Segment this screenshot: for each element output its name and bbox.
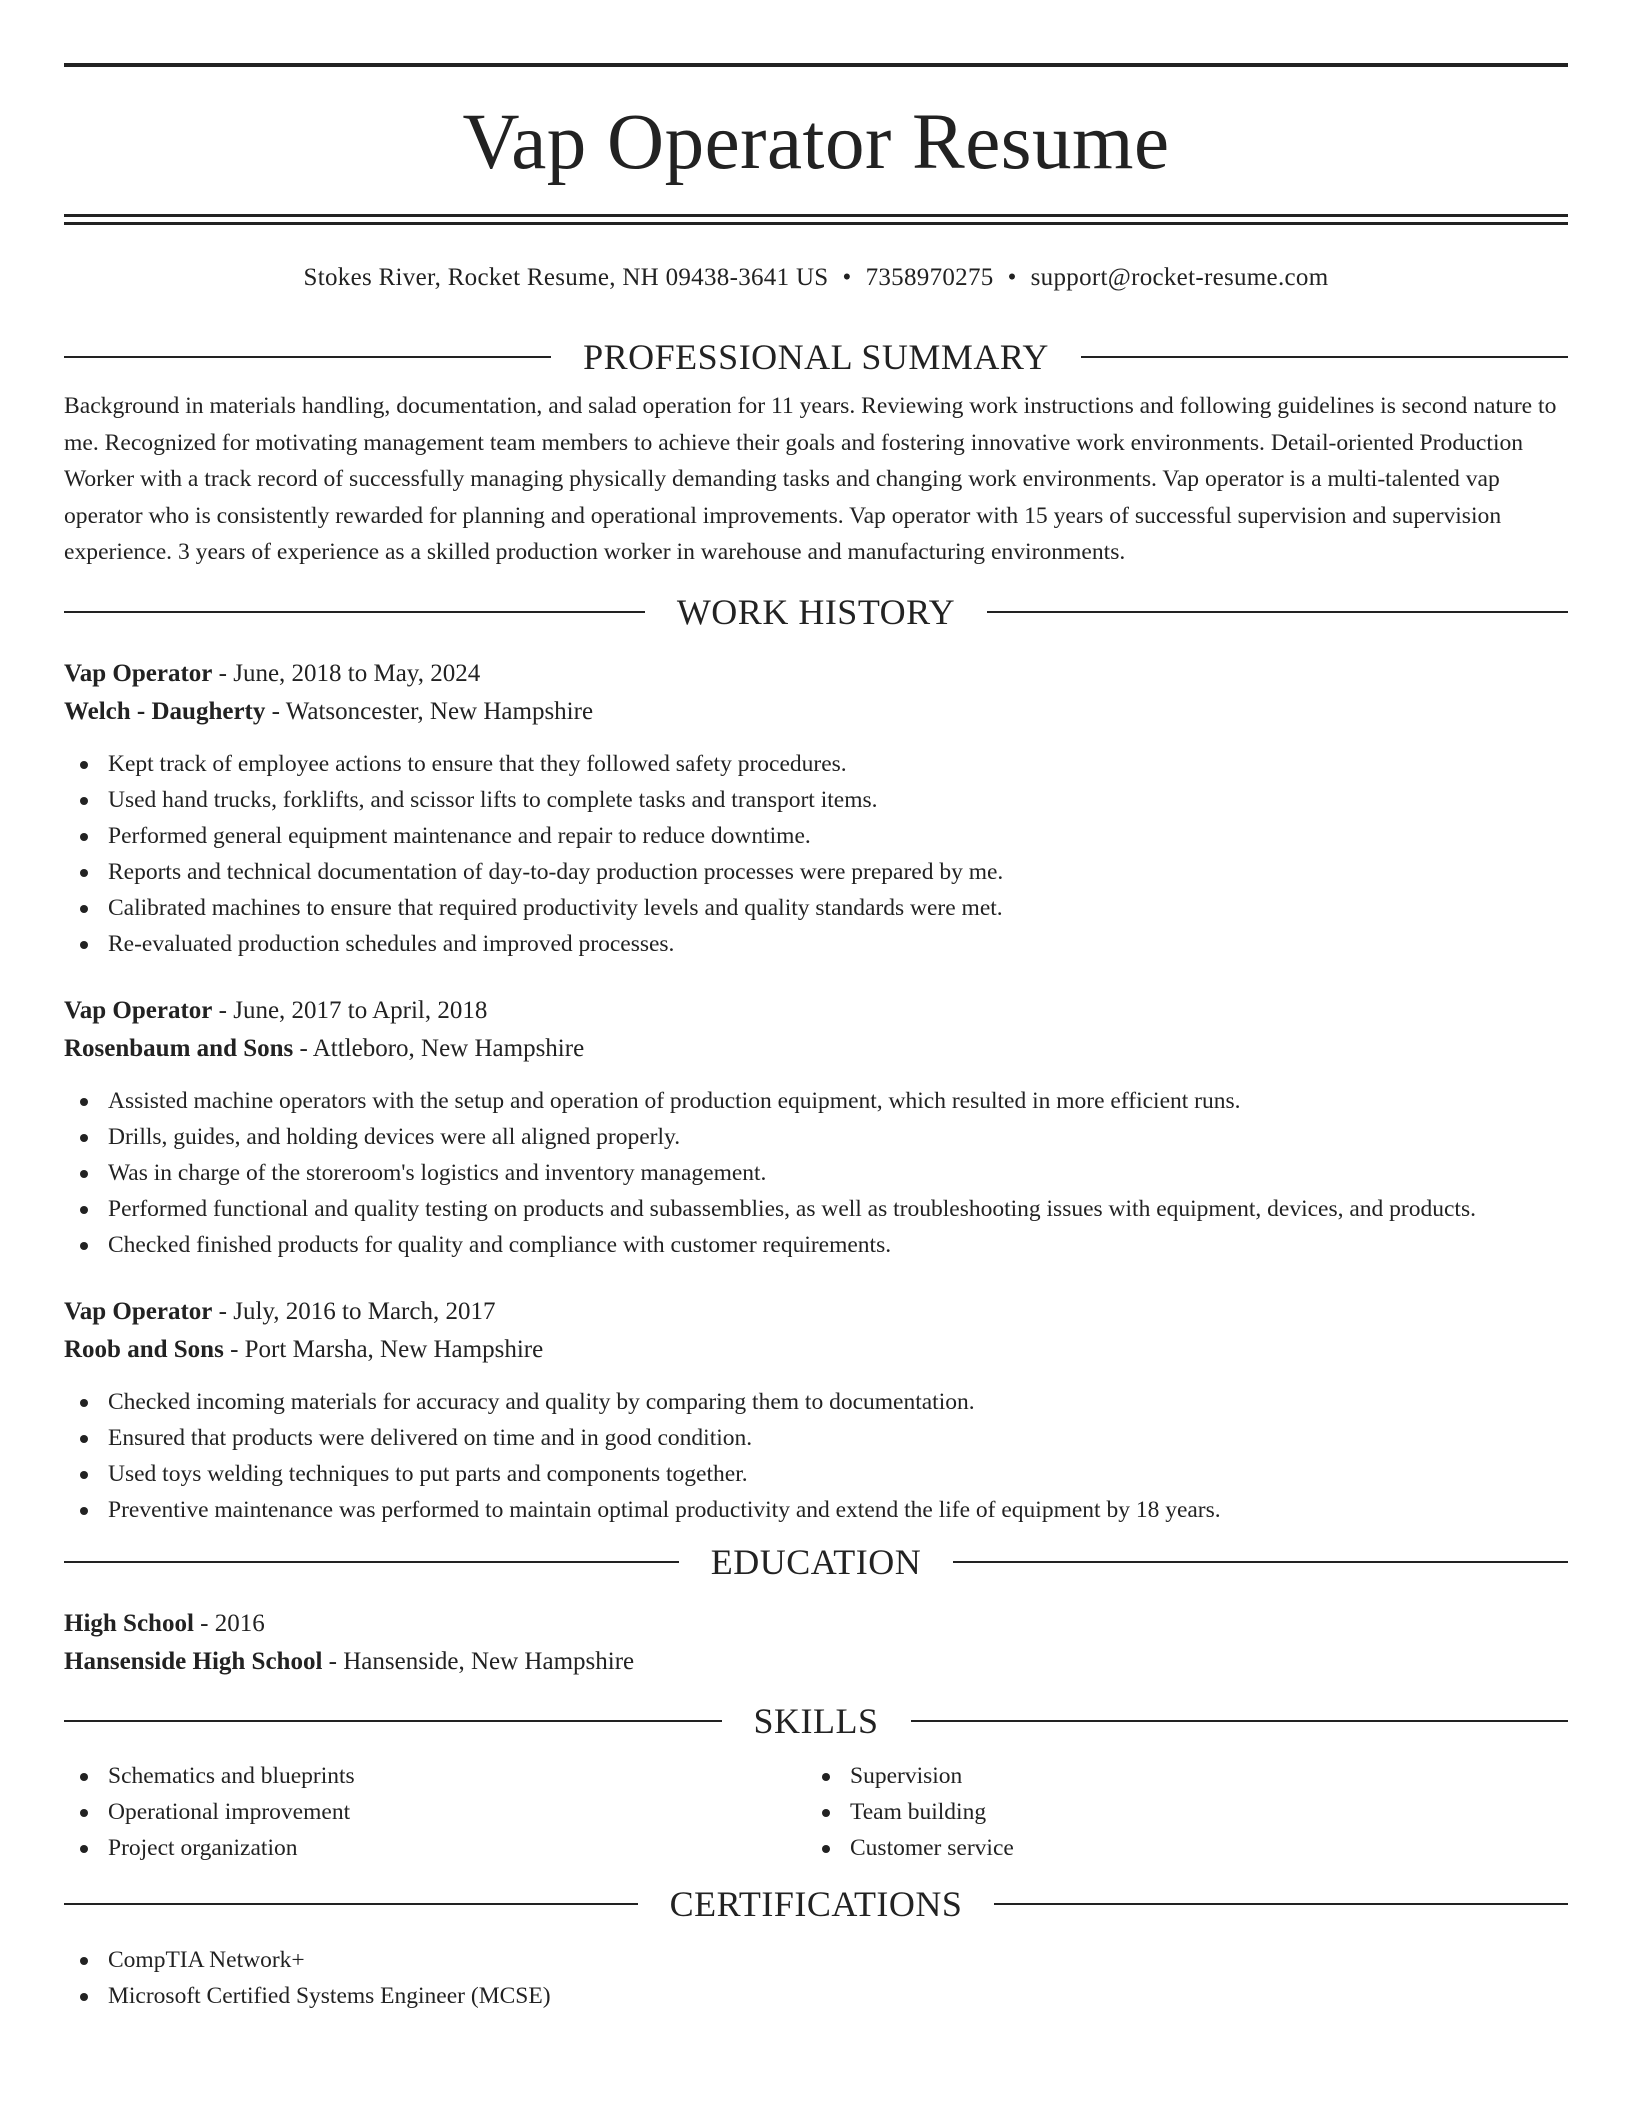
job-title-line [64,1293,1568,1331]
section-rule-left [64,1903,638,1905]
job-entry [64,1293,1568,1528]
education-entry [64,1605,1568,1681]
resume-title: Vap Operator Resume [462,99,1170,186]
contact-line [64,263,1568,293]
section-header-summary [64,335,1568,379]
job-dates: - June, 2018 to May, 2024 [212,659,481,687]
education-degree-line [64,1605,1568,1643]
contact-separator: • [842,264,852,291]
job-dates: - June, 2017 to April, 2018 [212,996,488,1024]
job-title: Vap Operator [64,659,213,687]
job-bullet: Used hand trucks, forklifts, and scissor lifts to complete tasks and transport items. [64,782,1568,818]
certification-item: CompTIA Network+ [64,1942,1568,1978]
education-year: - 2016 [193,1609,265,1637]
job-title: Vap Operator [64,996,213,1024]
job-location: - Watsoncester, New Hampshire [265,697,594,725]
job-bullet: Re-evaluated production schedules and improved processes. [64,926,1568,962]
section-header-education [64,1540,1568,1584]
section-rule-right [953,1561,1568,1563]
section-rule-right [994,1903,1568,1905]
job-bullet: Used toys welding techniques to put parts and components together. [64,1456,1568,1492]
section-title-summary: PROFESSIONAL SUMMARY [583,337,1049,377]
job-company-line [64,1331,1568,1369]
skills-grid [64,1758,1568,1866]
section-header-work-history [64,590,1568,634]
job-bullet: Reports and technical documentation of day-to-day production processes were prepared by me. [64,854,1568,890]
job-bullet: Preventive maintenance was performed to maintain optimal productivity and extend the life of equipment by 18 years. [64,1492,1568,1528]
section-title-work-history: WORK HISTORY [676,591,956,632]
job-company: Welch - Daugherty [64,697,266,725]
job-title-line [64,992,1568,1030]
job-bullet: Was in charge of the storeroom's logistics and inventory management. [64,1155,1568,1191]
section-rule-right [987,611,1568,613]
job-location: - Port Marsha, New Hampshire [223,1335,544,1363]
skill-item: Project organization [64,1830,806,1866]
section-rule-left [64,356,551,358]
contact-phone: 7358970275 [865,264,994,291]
job-bullet: Performed general equipment maintenance and repair to reduce downtime. [64,818,1568,854]
skills-column-right [806,1758,1548,1866]
job-company-line [64,1030,1568,1068]
job-entry [64,655,1568,962]
skill-item: Operational improvement [64,1794,806,1830]
job-bullet: Kept track of employee actions to ensure that they followed safety procedures. [64,746,1568,782]
job-company: Roob and Sons [64,1335,224,1363]
job-bullet: Ensured that products were delivered on time and in good condition. [64,1420,1568,1456]
job-dates: - July, 2016 to March, 2017 [212,1297,496,1325]
section-header-certifications [64,1882,1568,1926]
skill-item: Schematics and blueprints [64,1758,806,1794]
section-rule-right [911,1720,1569,1722]
job-bullet-list [64,1083,1568,1263]
title-double-rule [64,214,1568,225]
job-bullet: Assisted machine operators with the setup and operation of production equipment, which resulted in more efficient runs. [64,1083,1568,1119]
section-rule-left [64,1561,679,1563]
education-school-line [64,1643,1568,1681]
section-rule-left [64,1720,722,1722]
education-location: - Hansenside, New Hampshire [322,1647,635,1675]
job-bullet: Checked finished products for quality and compliance with customer requirements. [64,1227,1568,1263]
education-school: Hansenside High School [64,1647,323,1675]
section-title-education: EDUCATION [710,1541,922,1582]
section-title-certifications: CERTIFICATIONS [669,1883,963,1924]
skill-item: Customer service [806,1830,1548,1866]
contact-separator: • [1007,264,1017,291]
job-bullet: Drills, guides, and holding devices were all aligned properly. [64,1119,1568,1155]
certification-item: Microsoft Certified Systems Engineer (MCSE) [64,1978,1568,2014]
skill-item: Supervision [806,1758,1548,1794]
job-location: - Attleboro, New Hampshire [293,1034,585,1062]
job-entry [64,992,1568,1263]
summary-paragraph: Background in materials handling, documentation, and salad operation for 11 years. Reviewing work instructions and following guidelines is second nature to me. Recognized for motivating management team members to achieve their goals and fostering innovative work environments. Detail-oriented Production Worker with a track record of successfully managing physically demanding tasks and changing work environments. Vap operator is a multi-talented vap operator who is consistently rewarded for planning and operational improvements. Vap operator with 15 years of successful supervision and supervision experience. 3 years of experience as a skilled production worker in warehouse and manufacturing environments. [64,393,1557,565]
job-company-line [64,693,1568,731]
contact-email: support@rocket-resume.com [1030,264,1329,291]
skills-column-left [64,1758,806,1866]
job-company: Rosenbaum and Sons [64,1034,294,1062]
job-bullet: Performed functional and quality testing on products and subassemblies, as well as troubleshooting issues with equipment, devices, and products. [64,1191,1568,1227]
education-degree: High School [64,1609,194,1637]
section-title-skills: SKILLS [753,1700,879,1741]
job-bullet: Checked incoming materials for accuracy and quality by comparing them to documentation. [64,1384,1568,1420]
job-bullet: Calibrated machines to ensure that required productivity levels and quality standards were met. [64,890,1568,926]
job-title: Vap Operator [64,1297,213,1325]
job-title-line [64,655,1568,693]
section-rule-left [64,611,645,613]
contact-address: Stokes River, Rocket Resume, NH 09438-3641 US [303,264,829,291]
top-rule [64,63,1568,67]
certifications-list [64,1942,1568,2014]
section-header-skills [64,1699,1568,1743]
section-rule-right [1081,356,1568,358]
job-bullet-list [64,1384,1568,1528]
skill-item: Team building [806,1794,1548,1830]
job-bullet-list [64,746,1568,962]
